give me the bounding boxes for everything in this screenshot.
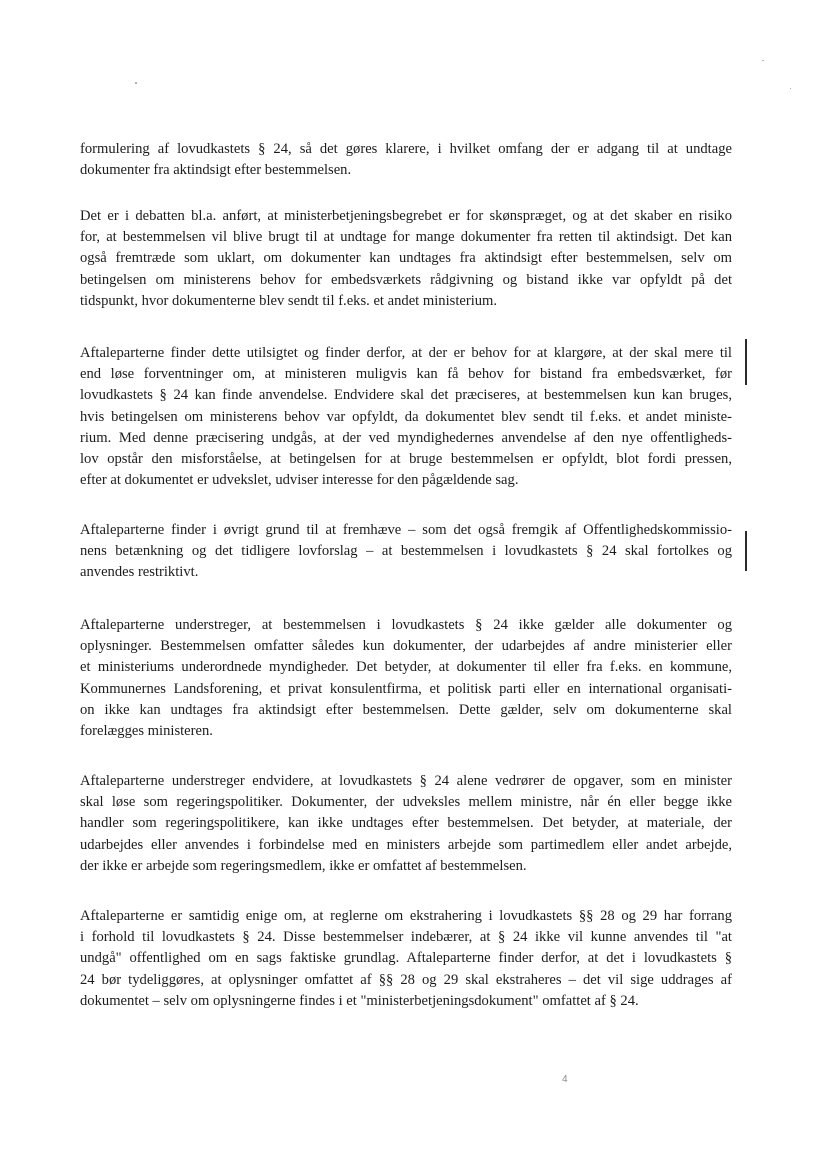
text-line: rium. Med denne præcisering undgås, at der ved myndighedernes anvendelse af den nye offentligheds- bbox=[80, 429, 732, 446]
text-line: udarbejdes eller anvendes i forbindelse med en ministers arbejde som partimedlem eller andet arbejde, bbox=[80, 836, 732, 853]
text-line: Kommunernes Landsforening, et privat konsulentfirma, et politisk parti eller en international organisati- bbox=[80, 680, 732, 697]
text-line: dokumentet – selv om oplysningerne findes i et "ministerbetjeningsdokument" omfattet af § 24. bbox=[80, 992, 639, 1009]
text-line: lovudkastets § 24 kan finde anvendelse. Endvidere skal det præciseres, at bestemmelsen kun kan bruges, bbox=[80, 387, 732, 404]
text-line: efter at dokumentet er udvekslet, udviser interesse for den pågældende sag. bbox=[80, 472, 519, 489]
text-line: Aftaleparterne understreger, at bestemmelsen i lovudkastets § 24 ikke gælder alle dokumenter og bbox=[80, 617, 732, 633]
page-number: 4 bbox=[562, 1074, 568, 1085]
text-line: handler som regeringspolitikere, kan ikke undtages efter bestemmelsen. Det betyder, at materiale, der bbox=[80, 815, 732, 832]
paragraph-4 bbox=[80, 520, 732, 584]
text-line: formulering af lovudkastets § 24, så det gøres klarere, i hvilket omfang der er adgang til at undtage bbox=[80, 141, 732, 157]
text-line: Det er i debatten bl.a. anført, at ministerbetjeningsbegrebet er for skønspræget, og at det skaber en risiko bbox=[80, 208, 732, 224]
text-line: lov opstår den misforståelse, at betingelsen for at bruge bestemmelsen er opfyldt, blot fordi pressen, bbox=[80, 450, 732, 467]
paragraph-6 bbox=[80, 771, 732, 877]
text-line: undgå" offentlighed om en sags faktiske grundlag. Aftaleparterne finder derfor, at det i lovudkastets § bbox=[80, 950, 732, 967]
text-line: et ministeriums underordnede myndigheder. Det betyder, at dokumenter til eller fra f.eks. en kommune, bbox=[80, 659, 732, 676]
text-line: 24 bør tydeliggøres, at oplysninger omfattet af §§ 28 og 29 skal ekstraheres – det vil sige uddrages af bbox=[80, 971, 732, 988]
paragraph-1 bbox=[80, 139, 732, 181]
text-line: on ikke kan undtages fra aktindsigt efter bestemmelsen. Dette gælder, selv om dokumenterne skal bbox=[80, 701, 732, 718]
text-line: hvis betingelsen om ministerens behov var opfyldt, da dokumentet blev sendt til f.eks. et andet ministe- bbox=[80, 408, 732, 425]
paragraph-7 bbox=[80, 906, 732, 1012]
text-line: Aftaleparterne finder dette utilsigtet og finder derfor, at der er behov for at klargøre, at der skal mere til bbox=[80, 345, 732, 361]
text-line: forelægges ministeren. bbox=[80, 722, 213, 739]
revision-bar bbox=[745, 339, 747, 385]
paragraph-2 bbox=[80, 206, 732, 312]
text-line: tidspunkt, hvor dokumenterne blev sendt til f.eks. et andet ministerium. bbox=[80, 292, 498, 309]
revision-bar bbox=[745, 531, 747, 571]
paragraph-3 bbox=[80, 343, 732, 491]
text-line: oplysninger. Bestemmelsen omfatter således kun dokumenter, der udarbejdes af andre ministerier eller bbox=[80, 638, 732, 655]
text-line: Aftaleparterne er samtidig enige om, at reglerne om ekstrahering i lovudkastets §§ 28 og 29 har forrang bbox=[80, 908, 732, 924]
scan-speck bbox=[790, 88, 791, 89]
text-line: også fremtræde som uklart, om dokumenter kan undtages fra aktindsigt efter bestemmelsen, selv om bbox=[80, 250, 732, 267]
scan-speck bbox=[762, 60, 764, 61]
text-line: anvendes restriktivt. bbox=[80, 564, 199, 581]
text-line: nens betænkning og det tidligere lovforslag – at bestemmelsen i lovudkastets § 24 skal fortolkes og bbox=[80, 543, 732, 560]
text-line: end løse forventninger om, at ministeren muligvis kan få behov for bistand fra embedsværket, før bbox=[80, 366, 732, 383]
scan-speck bbox=[135, 82, 137, 84]
text-line: dokumenter fra aktindsigt efter bestemmelsen. bbox=[80, 162, 352, 179]
text-line: der ikke er arbejde som regeringsmedlem, ikke er omfattet af bestemmelsen. bbox=[80, 857, 527, 874]
text-line: i forhold til lovudkastets § 24. Disse bestemmelser indebærer, at § 24 ikke vil kunne anvendes til "at bbox=[80, 929, 732, 946]
text-line: Aftaleparterne understreger endvidere, at lovudkastets § 24 alene vedrører de opgaver, som en minister bbox=[80, 773, 732, 789]
text-line: betingelsen om ministerens behov for embedsværkets rådgivning og bistand ikke var opfyldt på det bbox=[80, 271, 732, 288]
paragraph-5 bbox=[80, 615, 732, 742]
text-line: for, at bestemmelsen vil blive brugt til at undtage for mange dokumenter fra retten til aktindsigt. Det kan bbox=[80, 229, 732, 246]
text-line: skal løse som regeringspolitiker. Dokumenter, der udveksles mellem ministre, når én eller begge ikke bbox=[80, 794, 732, 811]
text-line: Aftaleparterne finder i øvrigt grund til at fremhæve – som det også fremgik af Offentlighedskommissio- bbox=[80, 522, 732, 538]
